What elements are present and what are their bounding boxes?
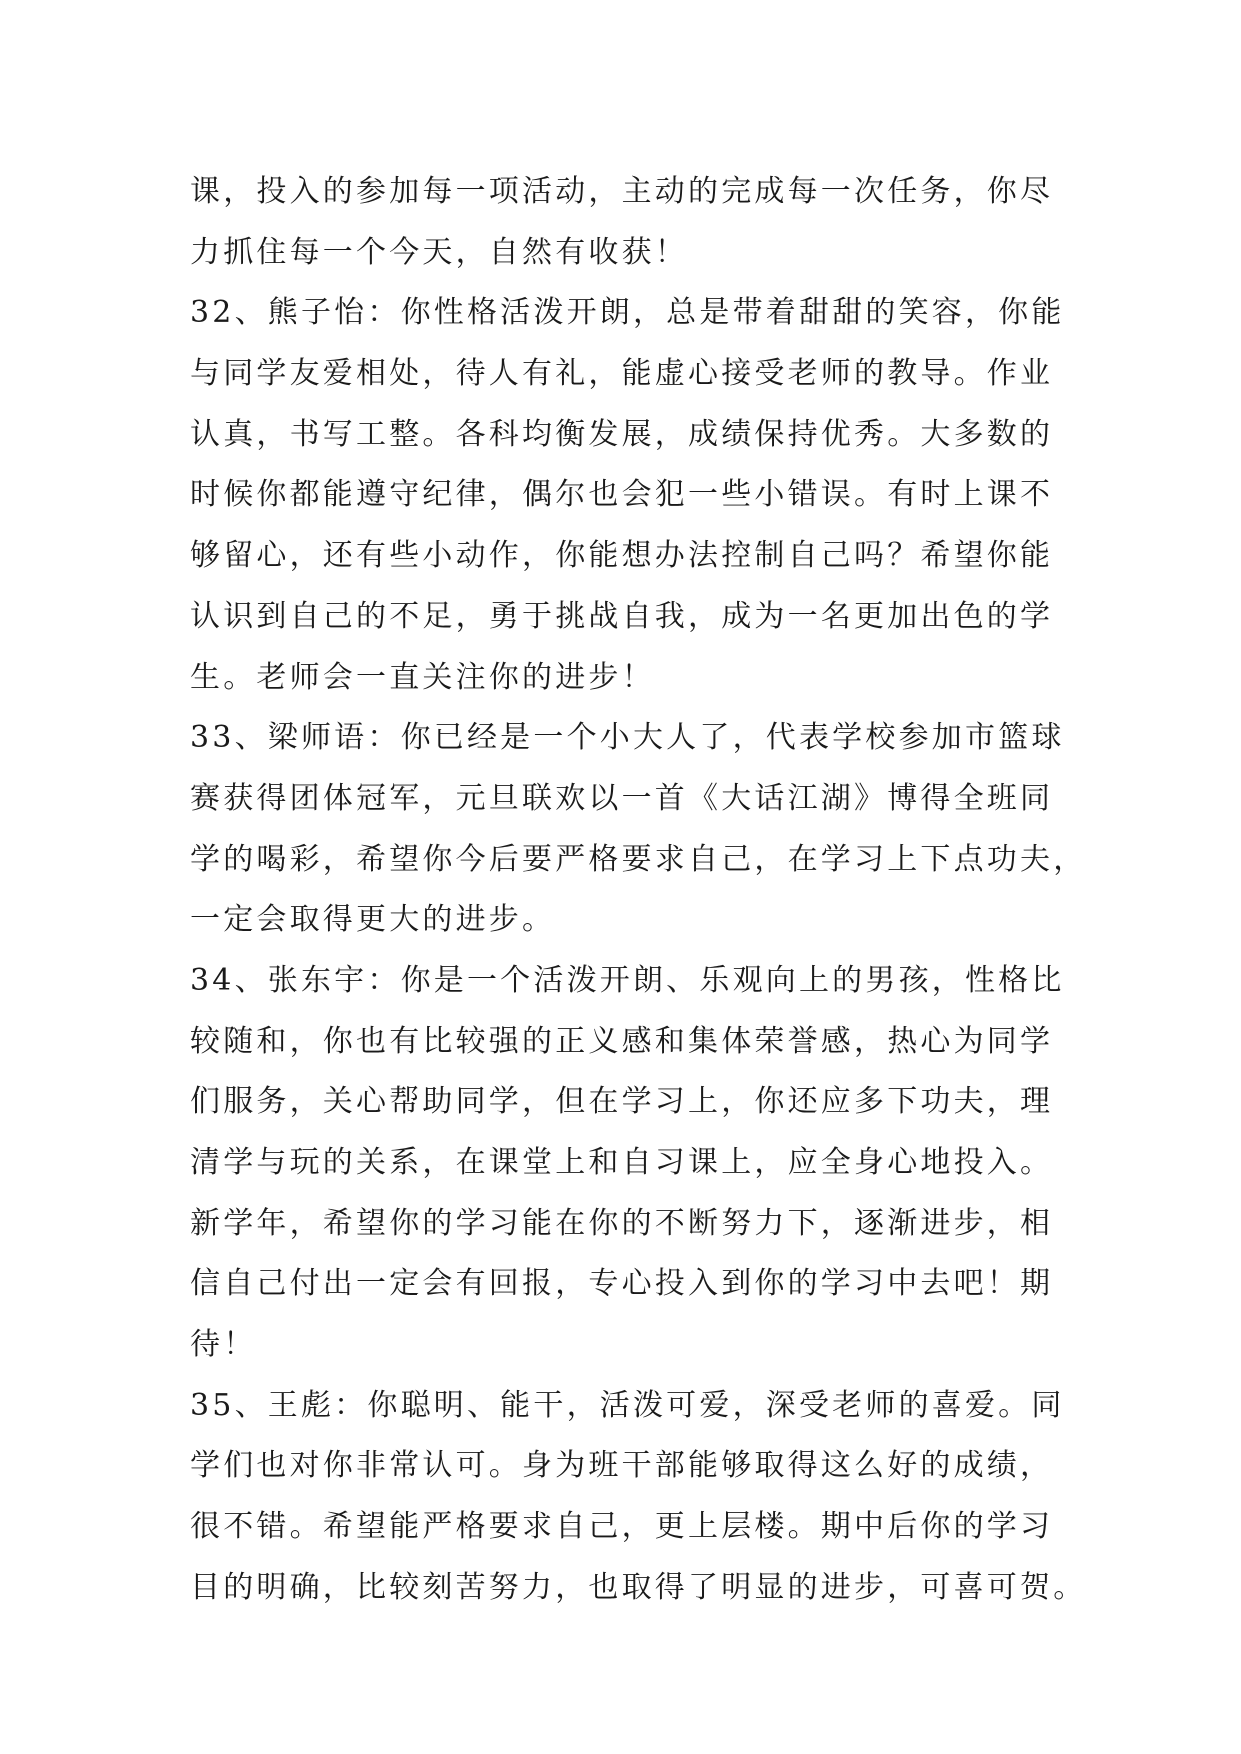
text-line: 够留心，还有些小动作，你能想办法控制自己吗？希望你能 xyxy=(190,538,1054,574)
text-line: 34、张东宇：你是一个活泼开朗、乐观向上的男孩，性格比 xyxy=(190,962,1065,998)
text-line: 待！ xyxy=(190,1327,257,1363)
text-line: 认识到自己的不足，勇于挑战自我，成为一名更加出色的学 xyxy=(190,598,1054,634)
text-line: 35、王彪：你聪明、能干，活泼可爱，深受老师的喜爱。同 xyxy=(190,1387,1065,1423)
text-line: 课，投入的参加每一项活动，主动的完成每一次任务，你尽 xyxy=(190,174,1054,209)
text-line: 赛获得团体冠军，元旦联欢以一首《大话江湖》博得全班同 xyxy=(190,780,1054,816)
text-line: 一定会取得更大的进步。 xyxy=(190,902,556,938)
text-line: 信自己付出一定会有回报，专心投入到你的学习中去吧！期 xyxy=(190,1266,1054,1302)
text-line: 与同学友爱相处，待人有礼，能虚心接受老师的教导。作业 xyxy=(190,356,1054,392)
text-line: 时候你都能遵守纪律，偶尔也会犯一些小错误。有时上课不 xyxy=(190,477,1054,513)
text-line: 较随和，你也有比较强的正义感和集体荣誉感，热心为同学 xyxy=(190,1023,1054,1059)
comment-text-block xyxy=(190,162,1087,1619)
text-line: 32、熊子怡：你性格活泼开朗，总是带着甜甜的笑容，你能 xyxy=(190,295,1065,331)
text-line: 力抓住每一个今天，自然有收获！ xyxy=(190,234,688,270)
text-line: 目的明确，比较刻苦努力，也取得了明显的进步，可喜可贺。 xyxy=(190,1569,1087,1605)
text-line: 们服务，关心帮助同学，但在学习上，你还应多下功夫，理 xyxy=(190,1084,1054,1120)
text-line: 清学与玩的关系，在课堂上和自习课上，应全身心地投入。 xyxy=(190,1145,1054,1180)
text-line: 33、梁师语：你已经是一个小大人了，代表学校参加市篮球 xyxy=(190,720,1065,756)
text-line: 新学年，希望你的学习能在你的不断努力下，逐渐进步，相 xyxy=(190,1205,1054,1241)
text-line: 学的喝彩，希望你今后要严格要求自己，在学习上下点功夫， xyxy=(190,841,1087,877)
text-line: 很不错。希望能严格要求自己，更上层楼。期中后你的学习 xyxy=(190,1509,1054,1545)
text-line: 认真，书写工整。各科均衡发展，成绩保持优秀。大多数的 xyxy=(190,416,1054,452)
text-line: 生。老师会一直关注你的进步！ xyxy=(190,659,655,695)
text-line: 学们也对你非常认可。身为班干部能够取得这么好的成绩， xyxy=(190,1448,1054,1484)
